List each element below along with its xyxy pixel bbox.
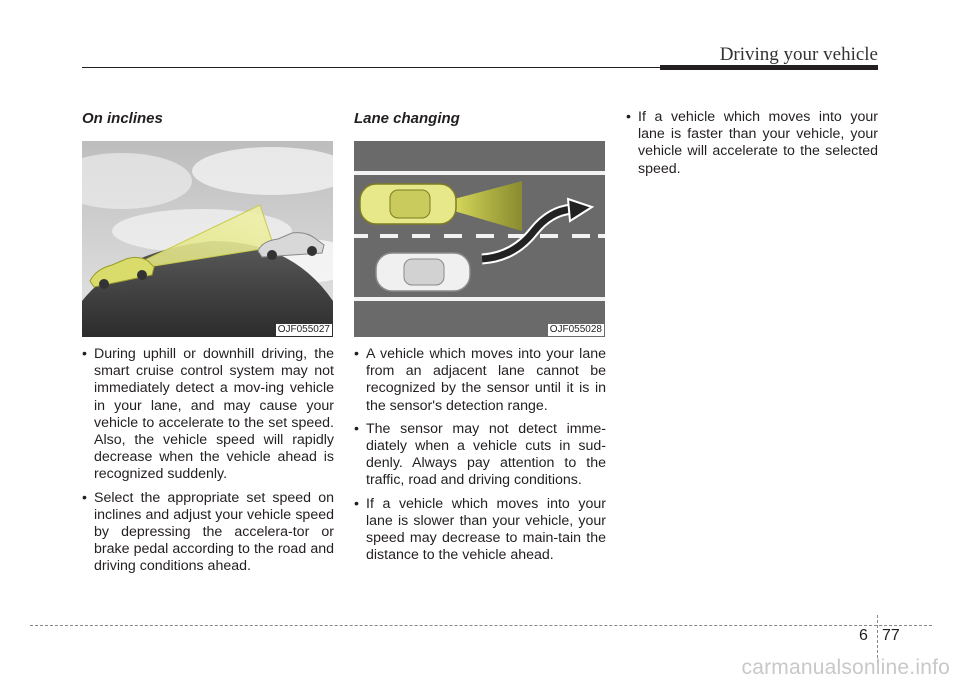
own-car <box>360 184 456 224</box>
lane-change-illustration <box>354 141 605 337</box>
header-rule-thin <box>82 67 662 68</box>
figure-lane-changing <box>354 141 605 337</box>
heading-inclines: On inclines <box>82 110 163 127</box>
bullet-list <box>354 346 606 564</box>
bullet-list <box>82 346 334 576</box>
figure-code: OJF055028 <box>549 324 602 335</box>
bullet-item: • The sensor may not detect imme-diately when a vehicle cuts in sud-denly. Always pay attention to the traffic, road and driving conditions. <box>354 421 606 490</box>
bullet-item: • A vehicle which moves into your lane from an adjacent lane cannot be recognized by the sensor until it is in the sensor's detection range. <box>354 346 606 415</box>
column-continued <box>626 109 878 184</box>
header-rule-thick <box>660 65 878 70</box>
bullet-list <box>626 109 878 178</box>
watermark: carmanualsonline.info <box>741 656 950 679</box>
page-number: 77 <box>882 627 900 644</box>
road-edge-bottom <box>354 297 605 301</box>
bullet-item: • If a vehicle which moves into your lane is slower than your vehicle, your speed may decrease to main-tain the distance to the vehicle ahead. <box>354 496 606 565</box>
heading-lane-changing: Lane changing <box>354 110 460 127</box>
road-edge-top <box>354 171 605 175</box>
incline-illustration <box>82 141 333 337</box>
column-inclines <box>82 110 334 582</box>
bullet-item: • If a vehicle which moves into your lane is faster than your vehicle, your vehicle will accelerate to the selected speed. <box>626 109 878 178</box>
bullet-item: • During uphill or downhill driving, the smart cruise control system may not immediately detect a mov-ing vehicle in your lane, and may cause your vehicle to accelerate to the set speed. Also, the vehicle speed will rapidly decrease when the vehicle ahead is recognized suddenly. <box>82 346 334 484</box>
column-lane-changing <box>354 110 606 570</box>
footer-rule <box>30 625 932 626</box>
road <box>354 141 605 337</box>
section-title: Driving your vehicle <box>719 44 878 65</box>
adjacent-car <box>376 253 470 291</box>
chapter-number: 6 <box>859 627 868 644</box>
figure-inclines <box>82 141 333 337</box>
bullet-item: • Select the appropriate set speed on inclines and adjust your vehicle speed by depressing the accelera-tor or brake pedal according to the road and driving conditions ahead. <box>82 490 334 576</box>
figure-code: OJF055027 <box>277 324 330 335</box>
